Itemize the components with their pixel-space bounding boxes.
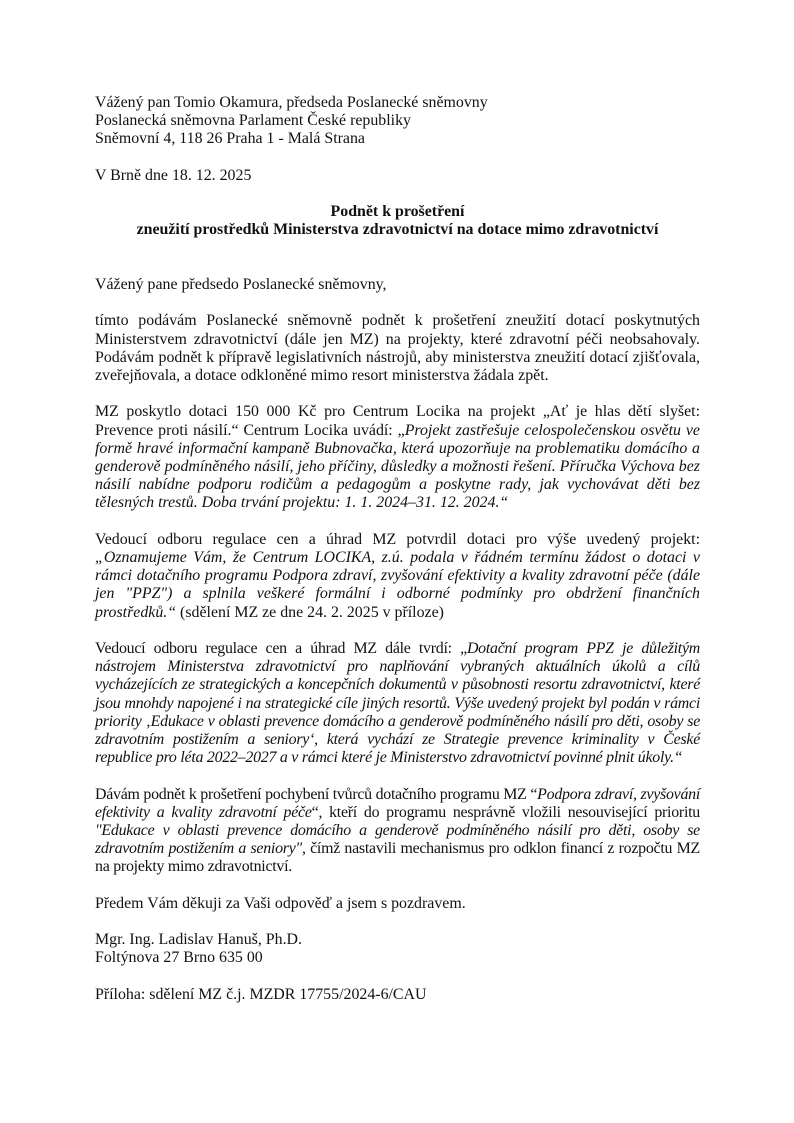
signature-address: Foltýnova 27 Brno 635 00 (95, 949, 263, 967)
letter-page (95, 94, 700, 1004)
recipient-street: Sněmovní 4, 118 26 Praha 1 - Malá Strana (95, 130, 365, 148)
quote-run: Dotační program PPZ je důležitým nástrojem Ministerstva zdravotnictví pro naplňování vybraných aktuálních úkolů a cílů vycházejících ze strategických a koncepčních dokumentů v působnosti resortu zdravotnictví, které jsou mnohdy napojené i na strategické cíle jiných resortů. Výše uvedený projekt byl podán v rámci priority ‚Edukace v oblasti prevence domácího a genderově podmíněného násilí pro děti, osoby se zdravotním postižením a seniory‘, která vychází ze Strategie prevence kriminality v České republice pro léta 2022–2027 a v rámci které je Ministerstvo zdravotnictví povinné plnit úkoly.“ (95, 639, 700, 767)
paragraph-run: , čímž nastavili mechanismus pro odklon financí z rozpočtu MZ na projekty mimo zdravotnictví. (95, 840, 700, 876)
letter-title (95, 203, 700, 239)
closing: Předem Vám děkuji za Vaši odpověď a jsem s pozdravem. (95, 894, 466, 912)
signature (95, 931, 700, 967)
attachment-note: Příloha: sdělení MZ č.j. MZDR 17755/2024-6/CAU (95, 985, 427, 1003)
salutation: Vážený pane předsedo Poslanecké sněmovny, (95, 275, 387, 293)
paragraph-run: Vedoucí odboru regulace cen a úhrad MZ dále tvrdí: „ (95, 639, 467, 657)
paragraph-run: Vedoucí odboru regulace cen a úhrad MZ potvrdil dotaci pro výše uvedený projekt: (95, 530, 700, 548)
quote-run: „Oznamujeme Vám, že Centrum LOCIKA, z.ú. podala v řádném termínu žádost o dotaci v rámci dotačního programu Podpora zdraví, zvyšování efektivity a kvality zdravotní péče (dále jen "PPZ") a splnila veškeré formální i odborné podmínky pro obdržení finančních prostředků.“ (95, 548, 700, 621)
title-line-1: Podnět k prošetření (330, 203, 465, 221)
recipient-name: Vážený pan Tomio Okamura, předseda Poslanecké sněmovny (95, 94, 488, 111)
place-date: V Brně dne 18. 12. 2025 (95, 166, 252, 184)
recipient-address (95, 94, 700, 149)
paragraph-request (95, 786, 700, 877)
paragraph-run: “, kteří do programu nesprávně vložili nesouvisející prioritu (311, 803, 700, 821)
title-line-2: zneužití prostředků Ministerstva zdravotnictví na dotace mimo zdravotnictví (136, 221, 659, 239)
quote-run: Projekt zastřešuje celospolečenskou osvětu ve formě hravé informační kampaně Bubnovačka, která upozorňuje na problematiku domácího a genderově podmíněného násilí, jeho příčiny, důsledky a možnosti řešení. Příručka Výchova bez násilí nabídne podporu rodičům a pedagogům a poskytne rady, jak vychovávat děti bez tělesných trestů. Doba trvání projektu: 1. 1. 2024–31. 12. 2024.“ (95, 421, 700, 512)
quote-run: Podpora zdraví, zvyšování efektivity a kvality zdravotní péče (95, 785, 700, 821)
paragraph-claim (95, 640, 700, 767)
paragraph-run: MZ poskytlo dotaci 150 000 Kč pro Centrum Locika na projekt „Ať je hlas dětí slyšet: Prevence proti násilí.“ Centrum Locika uvádí: „ (95, 403, 700, 439)
paragraph-run: Dávám podnět k prošetření pochybení tvůrců dotačního programu MZ “ (95, 785, 538, 803)
paragraph-confirmation (95, 531, 700, 622)
recipient-institution: Poslanecká sněmovna Parlament České republiky (95, 112, 411, 130)
paragraph-run: (sdělení MZ ze dne 24. 2. 2025 v příloze) (176, 603, 444, 621)
paragraph-intro (95, 312, 700, 385)
signature-name: Mgr. Ing. Ladislav Hanuš, Ph.D. (95, 931, 303, 949)
paragraph-subsidy (95, 403, 700, 512)
quote-run: "Edukace v oblasti prevence domácího a genderově podmíněného násilí pro děti, osoby se zdravotním postižením a seniory" (95, 822, 700, 858)
paragraph-run: tímto podávám Poslanecké sněmovně podnět k prošetření zneužití dotací poskytnutých Ministerstvem zdravotnictví (dále jen MZ) na projekty, které zdravotní péči neobsahovaly. Podávám podnět k přípravě legislativních nástrojů, aby ministerstva zneužití dotací zjišťovala, zveřejňovala, a dotace odkloněné mimo resort ministerstva žádala zpět. (95, 312, 700, 384)
